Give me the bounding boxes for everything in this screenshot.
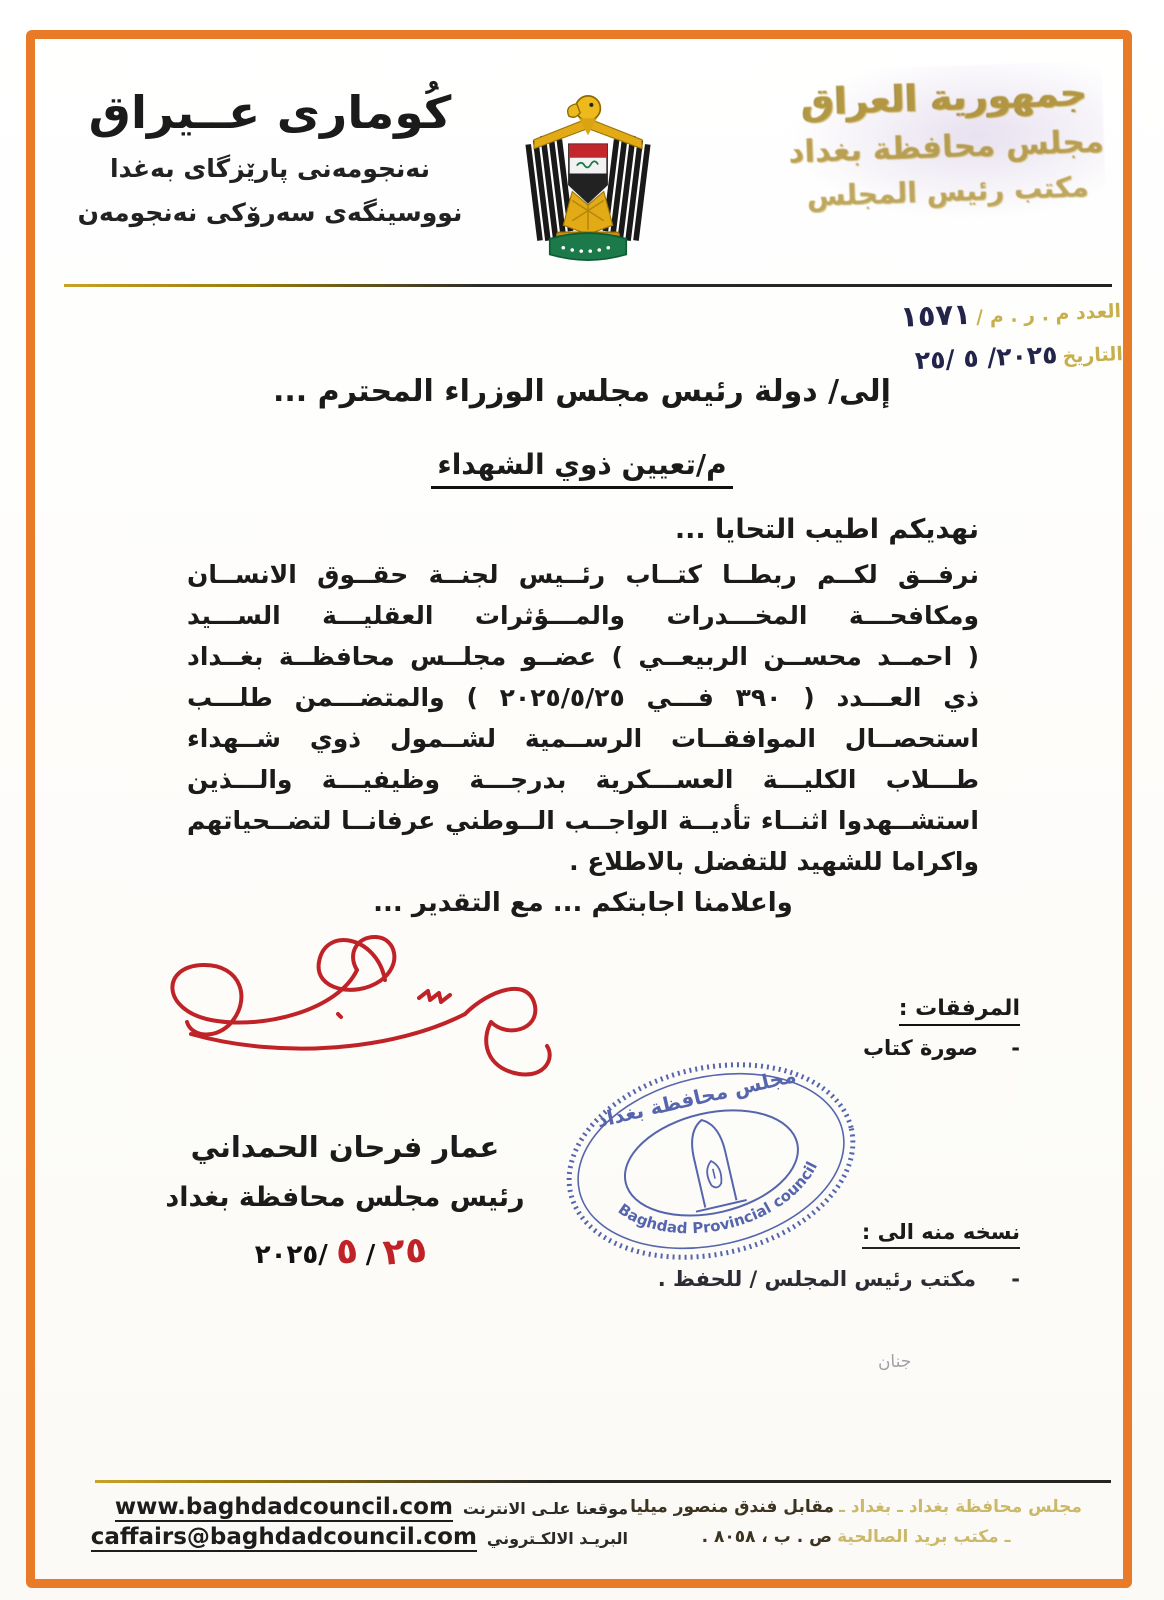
kurdish-subtitle-1: نەنجومەنی پارێزگای بەغدا [110,154,430,183]
reference-date-label: التاريخ [1062,343,1124,368]
attachments-label: المرفقات : [899,996,1020,1026]
subject-wrap [0,448,1164,489]
address-line-1 [610,1492,1102,1522]
handwritten-signature-icon [133,918,573,1140]
address-line-2-dark: ص . ب ، ٨٠٥٨ . [701,1527,833,1547]
subject-line: م/تعيين ذوي الشهداء [431,448,732,489]
address-line-1-dark: مقابل فندق منصور ميليا [630,1497,834,1517]
signature-date [150,1231,540,1272]
date-separator: / [318,1240,328,1270]
body-line: طـــلاب الكليـــة العســـكرية بدرجـــة وظيفيـــة والـــذين [187,765,979,794]
body-line: استحصــال الموافقــات الرســمية لشــمول ذوي شــهداء [187,724,979,753]
email-label: البريـد الالكـتروني [486,1529,628,1548]
gold-line-republic: جمهورية العراق [800,71,1088,125]
reference-number-label: العدد م . ر . م / [975,300,1122,329]
footer-divider [95,1480,1111,1483]
margin-note: جنان [877,1351,912,1373]
signature-date-month: ٥ [334,1230,360,1273]
iraq-coat-of-arms-icon [518,88,658,268]
gold-line-council: مجلس محافظة بغداد [787,123,1105,171]
email-url: caffairs@baghdadcouncil.com [90,1524,477,1550]
body-line: واكراما للشهيد للتفضل بالاطلاع . [569,847,979,876]
signer-name: عمار فرحان الحمداني [190,1130,500,1164]
gold-line-office: مكتب رئيس المجلس [806,170,1090,213]
footer-links [88,1492,628,1552]
body-line: ( احمــد محســن الربيعــي ) عضــو مجلــس محافظــة بغــداد [187,642,979,671]
website-url: www.baghdadcouncil.com [114,1494,453,1520]
signature-date-day: ٢٥ [381,1229,429,1274]
stamp-english-text: Baghdad Provincial council [614,1158,821,1238]
copy-to-item [620,1267,1020,1291]
date-separator: / [365,1240,376,1270]
signer-title: رئيس مجلس محافظة بغداد [165,1182,525,1213]
signer-block [150,1130,540,1272]
body-line: ذي العـــدد ( ٣٩٠ فـــي ٢٠٢٥/٥/٢٥ ) والمتضـــمن طلـــب [187,683,979,712]
address-line-2 [610,1522,1102,1552]
copy-to-bullet: - [1011,1267,1020,1291]
copy-to-text: مكتب رئيس المجلس / للحفظ . [657,1267,976,1291]
signature-date-year: ٢٠٢٥ [254,1240,319,1270]
attachment-text: صورة كتاب [862,1036,978,1060]
address-line-1-faded: مجلس محافظة بغداد ـ بغداد ـ [839,1497,1082,1517]
copy-to-block [620,1220,1020,1291]
reference-number-value: ١٥٧١ [899,296,972,334]
recipient-line: إلى/ دولة رئيس مجلس الوزراء المحترم ... [273,374,891,409]
greeting-line: نهديكم اطيب التحايا ... [674,514,979,545]
letter-body [187,514,979,918]
attachment-bullet: - [1011,1036,1020,1060]
body-line: استشــهدوا اثنــاء تأديــة الواجــب الــوطني عرفانــا لتضــحياتهم [187,806,979,835]
website-row [88,1494,628,1522]
reference-date-value: ٢٠٢٥/ ٥ /٢٥ [914,339,1059,376]
body-line: نرفــق لكــم ربطــا كتــاب رئــيس لجنــة حقــوق الانســان [187,560,979,589]
stamp-arabic-text: مجلس محافظة بغداد [594,1063,799,1133]
kurdish-title: كُوماری عــيراق [88,86,452,139]
gold-calligraphy-letterhead [785,61,1106,228]
closing-line: واعلامنا اجابتكم ... مع التقدير ... [373,888,793,918]
header-divider [64,284,1112,287]
kurdish-subtitle-2: نووسینگەی سەرۆکی نەنجومەن [77,198,463,227]
kurdish-letterhead [70,86,470,227]
footer-address [610,1492,1102,1552]
website-label: موقعنا علـى الانترنت [462,1499,628,1518]
copy-to-label: نسخه منه الى : [862,1220,1020,1249]
body-line: ومكافحـــة المخـــدرات والمـــؤثرات العقليـــة الســـيد [187,601,979,630]
email-row [88,1524,628,1552]
address-line-2-faded: ـ مكتب بريد الصالحية [837,1527,1011,1547]
